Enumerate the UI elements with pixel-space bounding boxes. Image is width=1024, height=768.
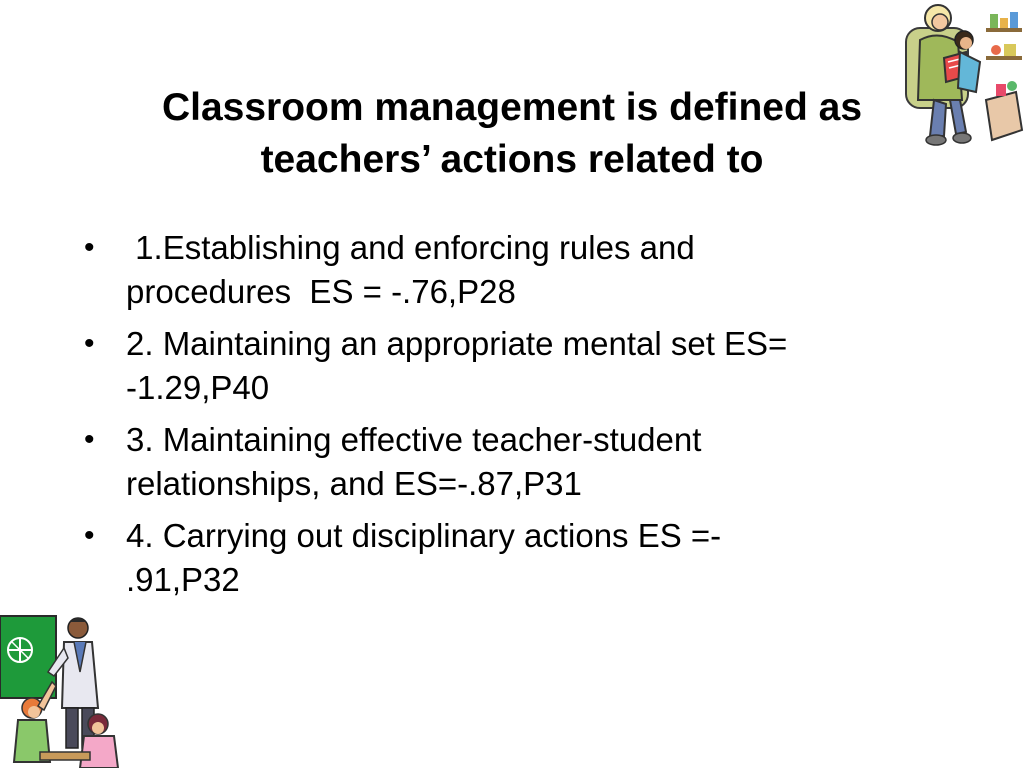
bullet-text-line-1: 1.Establishing and enforcing rules and (126, 229, 695, 266)
bullet-item-4 (84, 514, 944, 602)
bullet-item-2 (84, 322, 944, 410)
bullet-text-line-2: -1.29,P40 (126, 369, 270, 406)
slide-title (60, 82, 964, 186)
title-line-2: teachers’ actions related to (260, 138, 764, 181)
bullet-item-1 (84, 226, 944, 314)
bullet-text-line-2: .91,P32 (126, 561, 240, 598)
bullet-text-line-1: 3. Maintaining effective teacher-student (126, 421, 702, 458)
bullet-text-line-1: 4. Carrying out disciplinary actions ES =- (126, 517, 722, 554)
title-line-1: Classroom management is defined as (161, 86, 863, 129)
bullet-text-line-1: 2. Maintaining an appropriate mental set ES= (126, 325, 788, 362)
bullet-text-line-2: relationships, and ES=-.87,P31 (126, 465, 582, 502)
bullet-text-line-2: procedures ES = -.76,P28 (126, 273, 516, 310)
bullet-marker-icon: • (84, 231, 95, 264)
bullet-marker-icon: • (84, 519, 95, 552)
bullet-marker-icon: • (84, 423, 95, 456)
teacher-chalkboard-clipart-icon (0, 612, 125, 768)
bullet-list (84, 226, 944, 610)
bullet-item-3 (84, 418, 944, 506)
bullet-marker-icon: • (84, 327, 95, 360)
